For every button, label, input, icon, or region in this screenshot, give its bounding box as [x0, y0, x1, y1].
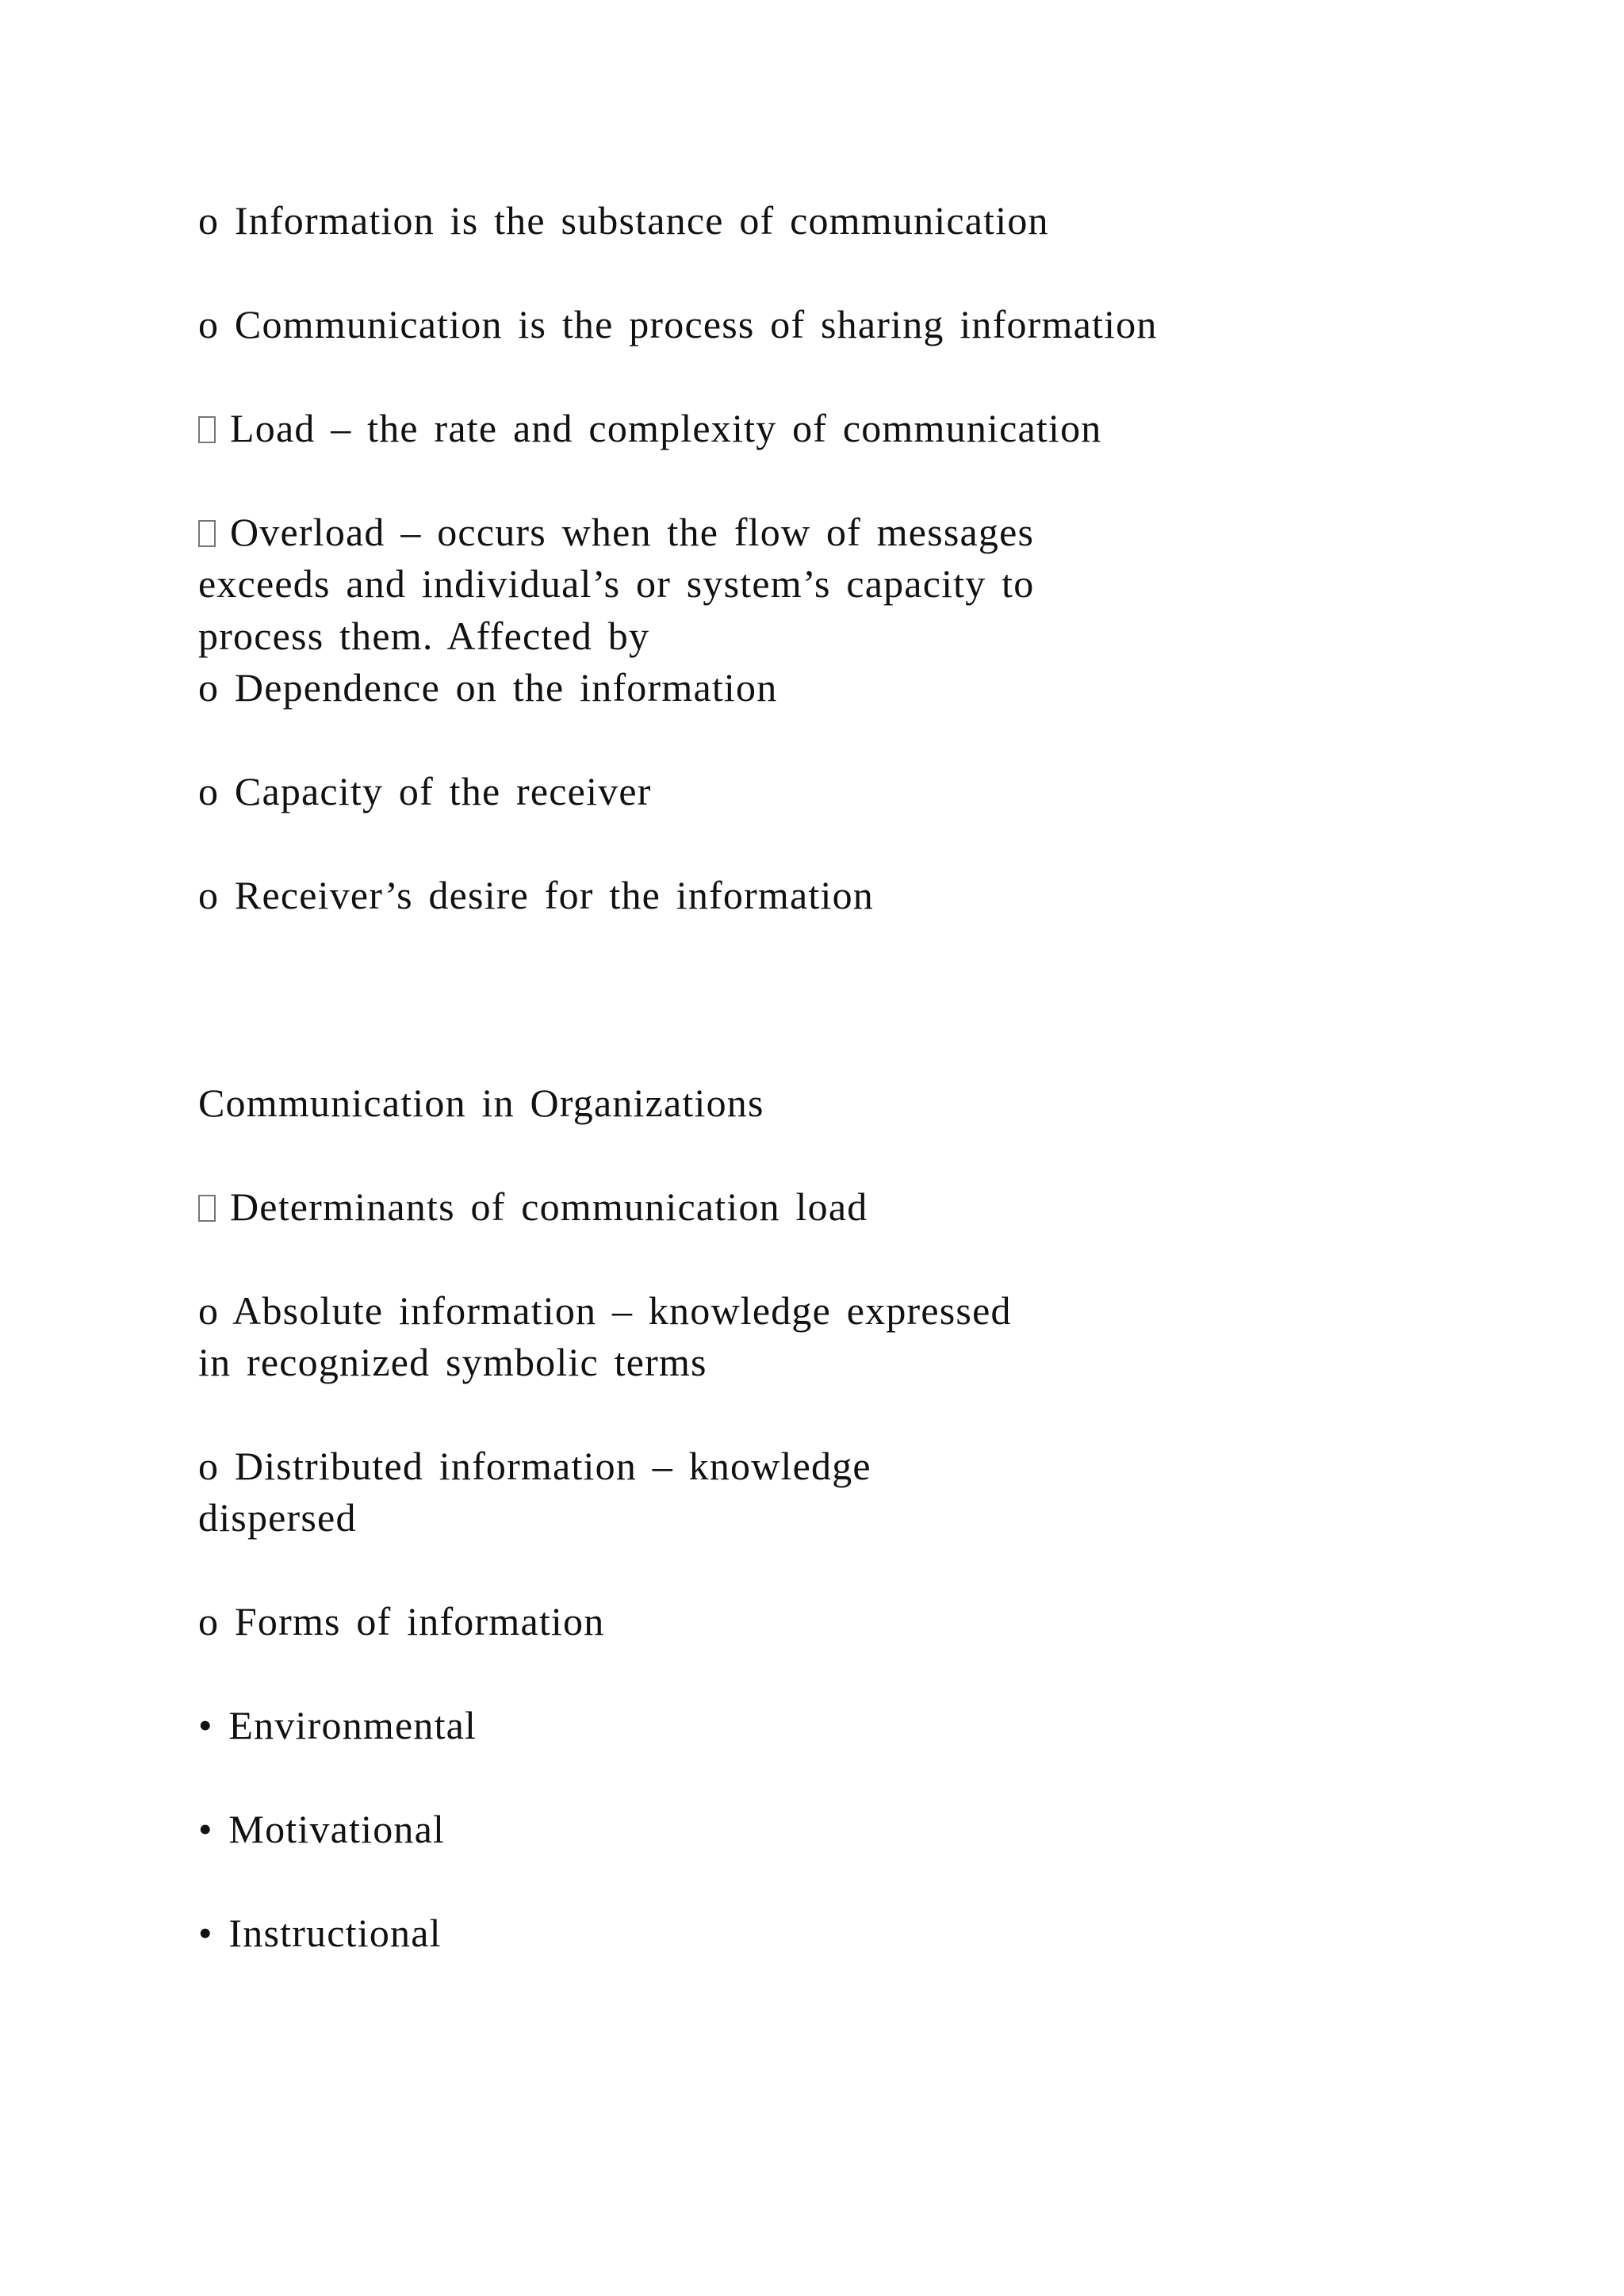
- line-text: in recognized symbolic terms: [198, 1340, 707, 1384]
- missing-glyph-icon: [198, 520, 216, 547]
- text-line: [198, 402, 1101, 454]
- line-text: o Absolute information – knowledge expressed: [198, 1288, 1012, 1333]
- text-line: [198, 1440, 871, 1492]
- text-line: [198, 298, 1158, 350]
- line-text: o Dependence on the information: [198, 665, 778, 710]
- missing-glyph-icon: [198, 416, 216, 443]
- text-line: [198, 1284, 1012, 1337]
- line-text: process them. Affected by: [198, 614, 650, 658]
- missing-glyph-icon: [198, 1195, 216, 1222]
- text-line: [198, 661, 777, 714]
- line-text: o Forms of information: [198, 1599, 605, 1644]
- line-text: o Capacity of the receiver: [198, 769, 652, 813]
- line-text: o Information is the substance of communication: [198, 198, 1049, 243]
- line-text: dispersed: [198, 1495, 357, 1540]
- text-line: [198, 194, 1049, 247]
- line-text: • Environmental: [198, 1703, 477, 1747]
- line-text: o Communication is the process of sharing information: [198, 302, 1158, 346]
- line-text: • Instructional: [198, 1911, 442, 1955]
- text-line: [198, 869, 874, 921]
- line-text: o Receiver’s desire for the information: [198, 873, 874, 917]
- list-item: [198, 1803, 445, 1855]
- line-text: Communication in Organizations: [198, 1081, 764, 1125]
- text-line: [198, 765, 652, 817]
- line-text: • Motivational: [198, 1807, 446, 1851]
- list-item: [198, 1699, 477, 1751]
- list-item: [198, 1907, 442, 1959]
- text-line: [198, 1181, 868, 1233]
- text-line: [198, 1491, 357, 1544]
- text-line: [198, 1336, 707, 1388]
- line-text: Overload – occurs when the flow of messages: [230, 510, 1035, 554]
- text-line: [198, 1595, 604, 1647]
- line-text: Determinants of communication load: [230, 1184, 868, 1229]
- text-line: [198, 610, 649, 662]
- text-line: [198, 557, 1034, 610]
- line-text: o Distributed information – knowledge: [198, 1444, 871, 1488]
- line-text: Load – the rate and complexity of communication: [230, 406, 1102, 450]
- line-text: exceeds and individual’s or system’s capacity to: [198, 561, 1035, 606]
- text-line: [198, 506, 1034, 558]
- section-heading: [198, 1077, 764, 1129]
